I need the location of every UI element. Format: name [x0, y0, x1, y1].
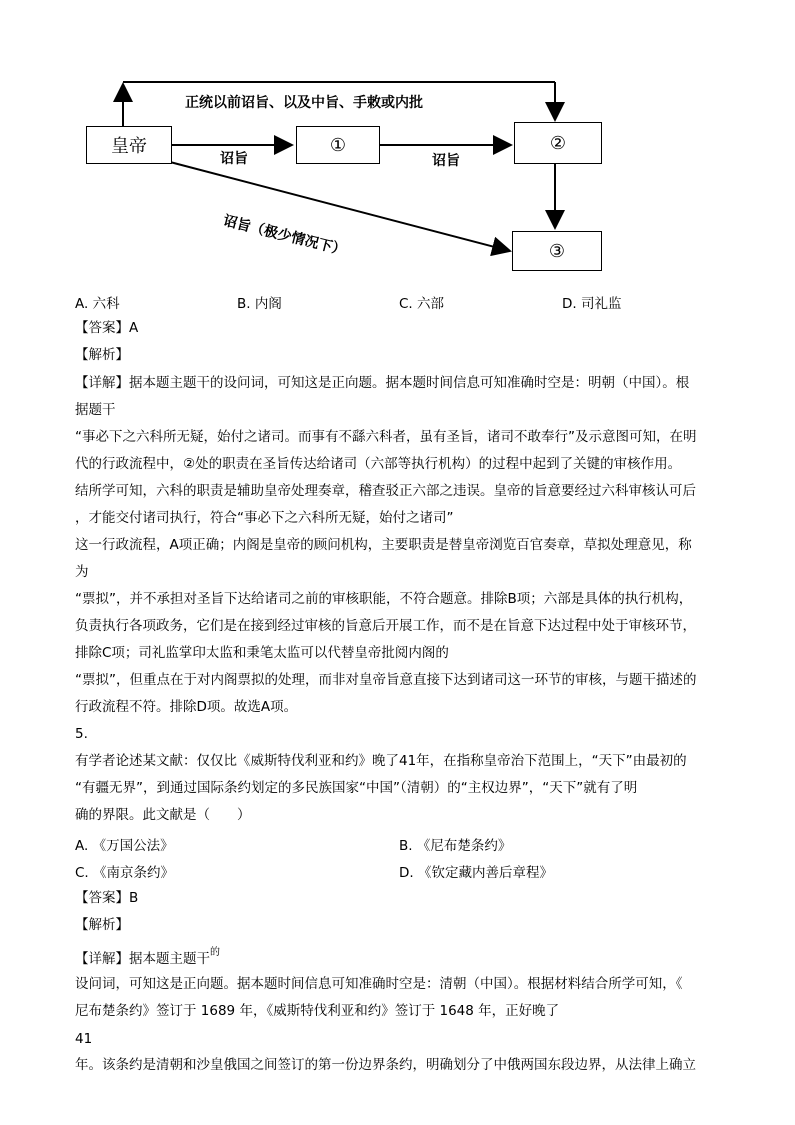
q5-option-d: D. 《钦定藏内善后章程》: [399, 865, 553, 881]
q5-number: 5.: [75, 726, 88, 742]
box-3: [512, 231, 602, 271]
box-2-label: ②: [549, 132, 567, 154]
q5-stem-line: 确的界限。此文献是（ ）: [75, 807, 251, 823]
q4-detail-line: 【详解】据本题主题干的设问词，可知这是正向题。据本题时间信息可知准确时空是：明朝（中国）。根: [75, 375, 690, 391]
q4-detail-line: 结所学可知，六科的职责是辅助皇帝处理奏章，稽查驳正六部之违误。皇帝的旨意要经过六科审核认可后: [75, 483, 696, 499]
q4-option-d: D. 司礼监: [562, 296, 622, 312]
q4-detail-line: ，才能交付诸司执行，符合“事必下之六科所无疑，始付之诸司”: [75, 510, 454, 526]
q4-answer: 【答案】A: [75, 320, 139, 336]
q5-stem-line: 有学者论述某文献：仅仅比《威斯特伐利亚和约》晚了41年，在指称皇帝治下范围上，“天下”由最初的: [75, 753, 687, 769]
flow-diagram: [70, 70, 630, 285]
q5-detail-small: 的: [210, 947, 220, 958]
q4-detail-line: 排除C项；司礼监掌印太监和秉笔太监可以代替皇帝批阅内阁的: [75, 645, 449, 661]
q4-detail-line: “票拟”，并不承担对圣旨下达给诸司之前的审核职能，不符合题意。排除B项；六部是具体的执行机构，: [75, 591, 693, 607]
box-3-label: ③: [548, 240, 566, 262]
box-1: [296, 126, 380, 164]
q5-detail-line: 尼布楚条约》签订于 1689 年，《威斯特伐利亚和约》签订于 1648 年，正好晚了: [75, 1003, 560, 1019]
q5-detail-line: 年。该条约是清朝和沙皇俄国之间签订的第一份边界条约，明确划分了中俄两国东段边界，从法律上确立: [75, 1057, 696, 1073]
label-box1-box2: 诏旨: [432, 153, 460, 169]
q4-detail-line: 代的行政流程中，②处的职责在圣旨传达给诸司（六部等执行机构）的过程中起到了关键的审核作用。: [75, 456, 682, 472]
q5-option-a: A. 《万国公法》: [75, 838, 174, 854]
q4-detail-line: 负责执行各项政务，它们是在接到经过审核的旨意后开展工作，而不是在旨意下达过程中处于审核环节，: [75, 618, 696, 634]
q4-option-a: A. 六科: [75, 296, 120, 312]
q4-detail-line: 据题干: [75, 402, 116, 418]
q5-answer: 【答案】B: [75, 890, 139, 906]
q4-detail-line: 行政流程不符。排除D项。故选A项。: [75, 699, 298, 715]
box-2: [514, 122, 602, 164]
box-1-label: ①: [329, 134, 347, 156]
label-emperor-box1: 诏旨: [220, 151, 248, 167]
q4-detail-line: “票拟”，但重点在于对内阁票拟的处理，而非对皇帝旨意直接下达到诸司这一环节的审核，与题干描述的: [75, 672, 697, 688]
q4-option-b: B. 内阁: [237, 296, 282, 312]
emperor-box: [86, 126, 172, 164]
q5-detail-head-text: 【详解】据本题主题干: [75, 951, 210, 967]
q4-analysis-heading: 【解析】: [75, 347, 129, 363]
q5-option-b: B. 《尼布楚条约》: [399, 838, 512, 854]
top-label: 正统以前诏旨、以及中旨、手敕或内批: [185, 95, 423, 111]
q4-detail-line: 为: [75, 564, 89, 580]
q5-detail-head: [75, 943, 220, 969]
q5-detail-line: 设问词，可知这是正向题。据本题时间信息可知准确时空是：清朝（中国）。根据材料结合所学可知，《: [75, 976, 683, 992]
q4-detail-line: 这一行政流程，A项正确；内阁是皇帝的顾问机构，主要职责是替皇帝浏览百官奏章，草拟处理意见，称: [75, 537, 692, 553]
q4-option-c: C. 六部: [399, 296, 445, 312]
q5-detail-line: 41: [75, 1031, 93, 1047]
q5-stem-line: “有疆无界”，到通过国际条约划定的多民族国家“中国”（清朝）的“主权边界”，“天下”就有了明: [75, 780, 638, 796]
emperor-label: 皇帝: [111, 136, 147, 157]
q5-option-c: C. 《南京条约》: [75, 865, 175, 881]
q4-detail-line: “事必下之六科所无疑，始付之诸司。而事有不繇六科者，虽有圣旨，诸司不敢奉行”及示意图可知，在明: [75, 429, 697, 445]
q5-analysis-heading: 【解析】: [75, 917, 129, 933]
label-diagonal: 诏旨（极少情况下）: [221, 212, 348, 259]
